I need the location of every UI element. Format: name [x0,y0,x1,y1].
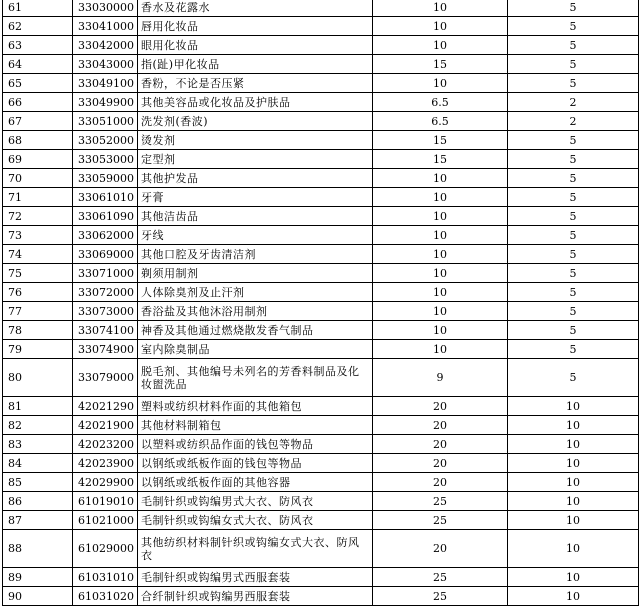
new-rate-cell: 10 [508,473,639,492]
new-rate-cell: 5 [508,245,639,264]
commodity-name-cell: 室内除臭制品 [138,340,373,359]
original-rate-cell: 10 [373,340,508,359]
new-rate-cell: 2 [508,93,639,112]
table-row [3,302,639,321]
new-rate-cell: 5 [508,359,639,397]
original-rate-cell: 25 [373,587,508,606]
new-rate-cell: 2 [508,112,639,131]
table-row [3,17,639,36]
commodity-code-cell: 33061090 [73,207,138,226]
new-rate-cell: 5 [508,321,639,340]
row-number-cell: 78 [3,321,73,340]
original-rate-cell: 10 [373,264,508,283]
row-number-cell: 65 [3,74,73,93]
new-rate-cell: 5 [508,17,639,36]
table-row [3,226,639,245]
row-number-cell: 75 [3,264,73,283]
commodity-code-cell: 33030000 [73,0,138,17]
commodity-code-cell: 33074100 [73,321,138,340]
new-rate-cell: 5 [508,207,639,226]
original-rate-cell: 10 [373,169,508,188]
commodity-name-cell: 其他口腔及牙齿清洁剂 [138,245,373,264]
row-number-cell: 85 [3,473,73,492]
original-rate-cell: 15 [373,150,508,169]
row-number-cell: 77 [3,302,73,321]
original-rate-cell: 10 [373,283,508,302]
original-rate-cell: 15 [373,55,508,74]
commodity-name-cell: 唇用化妆品 [138,17,373,36]
row-number-cell: 79 [3,340,73,359]
commodity-name-cell: 毛制针织或钩编男式西服套装 [138,568,373,587]
new-rate-cell: 5 [508,226,639,245]
commodity-name-cell: 其他护发品 [138,169,373,188]
original-rate-cell: 20 [373,454,508,473]
new-rate-cell: 5 [508,0,639,17]
table-row [3,416,639,435]
commodity-code-cell: 33069000 [73,245,138,264]
commodity-name-cell: 其他洁齿品 [138,207,373,226]
commodity-code-cell: 33062000 [73,226,138,245]
commodity-code-cell: 33073000 [73,302,138,321]
commodity-code-cell: 42023900 [73,454,138,473]
new-rate-cell: 5 [508,302,639,321]
original-rate-cell: 10 [373,226,508,245]
table-row [3,150,639,169]
original-rate-cell: 10 [373,74,508,93]
commodity-code-cell: 33041000 [73,17,138,36]
row-number-cell: 73 [3,226,73,245]
table-row [3,74,639,93]
commodity-name-cell: 剃须用制剂 [138,264,373,283]
commodity-name-cell: 其他纺织材料制针织或钩编女式大衣、防风衣 [138,530,373,568]
commodity-code-cell: 61019010 [73,492,138,511]
original-rate-cell: 20 [373,397,508,416]
original-rate-cell: 10 [373,17,508,36]
table-row [3,169,639,188]
commodity-code-cell: 33072000 [73,283,138,302]
table-row [3,207,639,226]
row-number-cell: 62 [3,17,73,36]
original-rate-cell: 9 [373,359,508,397]
new-rate-cell: 10 [508,511,639,530]
row-number-cell: 86 [3,492,73,511]
commodity-name-cell: 定型剂 [138,150,373,169]
commodity-name-cell: 合纤制针织或钩编男西服套装 [138,587,373,606]
commodity-code-cell: 33052000 [73,131,138,150]
new-rate-cell: 10 [508,416,639,435]
original-rate-cell: 10 [373,245,508,264]
table-row [3,93,639,112]
table-row [3,511,639,530]
row-number-cell: 87 [3,511,73,530]
new-rate-cell: 5 [508,36,639,55]
row-number-cell: 84 [3,454,73,473]
tariff-table [2,0,639,606]
table-row [3,587,639,606]
table-row [3,340,639,359]
commodity-name-cell: 香浴盐及其他沐浴用制剂 [138,302,373,321]
row-number-cell: 72 [3,207,73,226]
original-rate-cell: 15 [373,131,508,150]
commodity-code-cell: 33074900 [73,340,138,359]
commodity-name-cell: 以钢纸或纸板作面的其他容器 [138,473,373,492]
table-row [3,321,639,340]
table-row [3,283,639,302]
new-rate-cell: 5 [508,74,639,93]
new-rate-cell: 10 [508,568,639,587]
commodity-name-cell: 以塑料或纺织品作面的钱包等物品 [138,435,373,454]
table-row [3,55,639,74]
new-rate-cell: 10 [508,530,639,568]
table-row [3,245,639,264]
commodity-name-cell: 塑料或纺织材料作面的其他箱包 [138,397,373,416]
row-number-cell: 68 [3,131,73,150]
row-number-cell: 88 [3,530,73,568]
commodity-code-cell: 33049900 [73,93,138,112]
commodity-name-cell: 香水及花露水 [138,0,373,17]
row-number-cell: 63 [3,36,73,55]
table-row [3,473,639,492]
original-rate-cell: 20 [373,530,508,568]
new-rate-cell: 5 [508,188,639,207]
table-row [3,454,639,473]
new-rate-cell: 10 [508,454,639,473]
new-rate-cell: 5 [508,340,639,359]
original-rate-cell: 25 [373,492,508,511]
table-row [3,530,639,568]
table-row [3,36,639,55]
table-row [3,492,639,511]
row-number-cell: 89 [3,568,73,587]
new-rate-cell: 5 [508,131,639,150]
commodity-code-cell: 61021000 [73,511,138,530]
commodity-name-cell: 烫发剂 [138,131,373,150]
row-number-cell: 69 [3,150,73,169]
commodity-code-cell: 33079000 [73,359,138,397]
commodity-code-cell: 33049100 [73,74,138,93]
commodity-name-cell: 人体除臭剂及止汗剂 [138,283,373,302]
row-number-cell: 80 [3,359,73,397]
original-rate-cell: 20 [373,435,508,454]
table-row [3,0,639,17]
table-row [3,568,639,587]
original-rate-cell: 25 [373,568,508,587]
commodity-name-cell: 毛制针织或钩编男式大衣、防风衣 [138,492,373,511]
commodity-name-cell: 其他材料制箱包 [138,416,373,435]
commodity-code-cell: 33051000 [73,112,138,131]
commodity-name-cell: 毛制针织或钩编女式大衣、防风衣 [138,511,373,530]
original-rate-cell: 20 [373,416,508,435]
original-rate-cell: 10 [373,0,508,17]
table-row [3,435,639,454]
row-number-cell: 71 [3,188,73,207]
original-rate-cell: 10 [373,188,508,207]
commodity-code-cell: 42029900 [73,473,138,492]
original-rate-cell: 6.5 [373,93,508,112]
row-number-cell: 83 [3,435,73,454]
original-rate-cell: 20 [373,473,508,492]
commodity-code-cell: 33053000 [73,150,138,169]
table-row [3,359,639,397]
original-rate-cell: 10 [373,302,508,321]
commodity-code-cell: 61031020 [73,587,138,606]
commodity-name-cell: 其他美容品或化妆品及护肤品 [138,93,373,112]
table-row [3,397,639,416]
new-rate-cell: 5 [508,264,639,283]
commodity-name-cell: 指(趾)甲化妆品 [138,55,373,74]
table-row [3,188,639,207]
commodity-code-cell: 33061010 [73,188,138,207]
row-number-cell: 64 [3,55,73,74]
original-rate-cell: 10 [373,207,508,226]
new-rate-cell: 10 [508,492,639,511]
commodity-name-cell: 香粉，不论是否压紧 [138,74,373,93]
commodity-code-cell: 33071000 [73,264,138,283]
new-rate-cell: 5 [508,169,639,188]
commodity-name-cell: 牙线 [138,226,373,245]
commodity-code-cell: 33059000 [73,169,138,188]
table-row [3,131,639,150]
new-rate-cell: 10 [508,435,639,454]
row-number-cell: 74 [3,245,73,264]
table-row [3,112,639,131]
commodity-code-cell: 33043000 [73,55,138,74]
commodity-name-cell: 洗发剂(香波) [138,112,373,131]
commodity-code-cell: 33042000 [73,36,138,55]
table-body [3,0,639,606]
commodity-code-cell: 42021900 [73,416,138,435]
row-number-cell: 82 [3,416,73,435]
row-number-cell: 66 [3,93,73,112]
row-number-cell: 67 [3,112,73,131]
commodity-code-cell: 61031010 [73,568,138,587]
row-number-cell: 70 [3,169,73,188]
original-rate-cell: 10 [373,321,508,340]
commodity-code-cell: 42023200 [73,435,138,454]
row-number-cell: 81 [3,397,73,416]
commodity-name-cell: 眼用化妆品 [138,36,373,55]
row-number-cell: 61 [3,0,73,17]
original-rate-cell: 6.5 [373,112,508,131]
original-rate-cell: 25 [373,511,508,530]
table-row [3,264,639,283]
commodity-name-cell: 脱毛剂、其他编号未列名的芳香料制品及化妆盥洗品 [138,359,373,397]
row-number-cell: 76 [3,283,73,302]
row-number-cell: 90 [3,587,73,606]
commodity-name-cell: 神香及其他通过燃烧散发香气制品 [138,321,373,340]
commodity-name-cell: 牙膏 [138,188,373,207]
commodity-code-cell: 42021290 [73,397,138,416]
commodity-code-cell: 61029000 [73,530,138,568]
commodity-name-cell: 以钢纸或纸板作面的钱包等物品 [138,454,373,473]
new-rate-cell: 5 [508,55,639,74]
original-rate-cell: 10 [373,36,508,55]
new-rate-cell: 5 [508,283,639,302]
new-rate-cell: 10 [508,397,639,416]
new-rate-cell: 5 [508,150,639,169]
new-rate-cell: 10 [508,587,639,606]
